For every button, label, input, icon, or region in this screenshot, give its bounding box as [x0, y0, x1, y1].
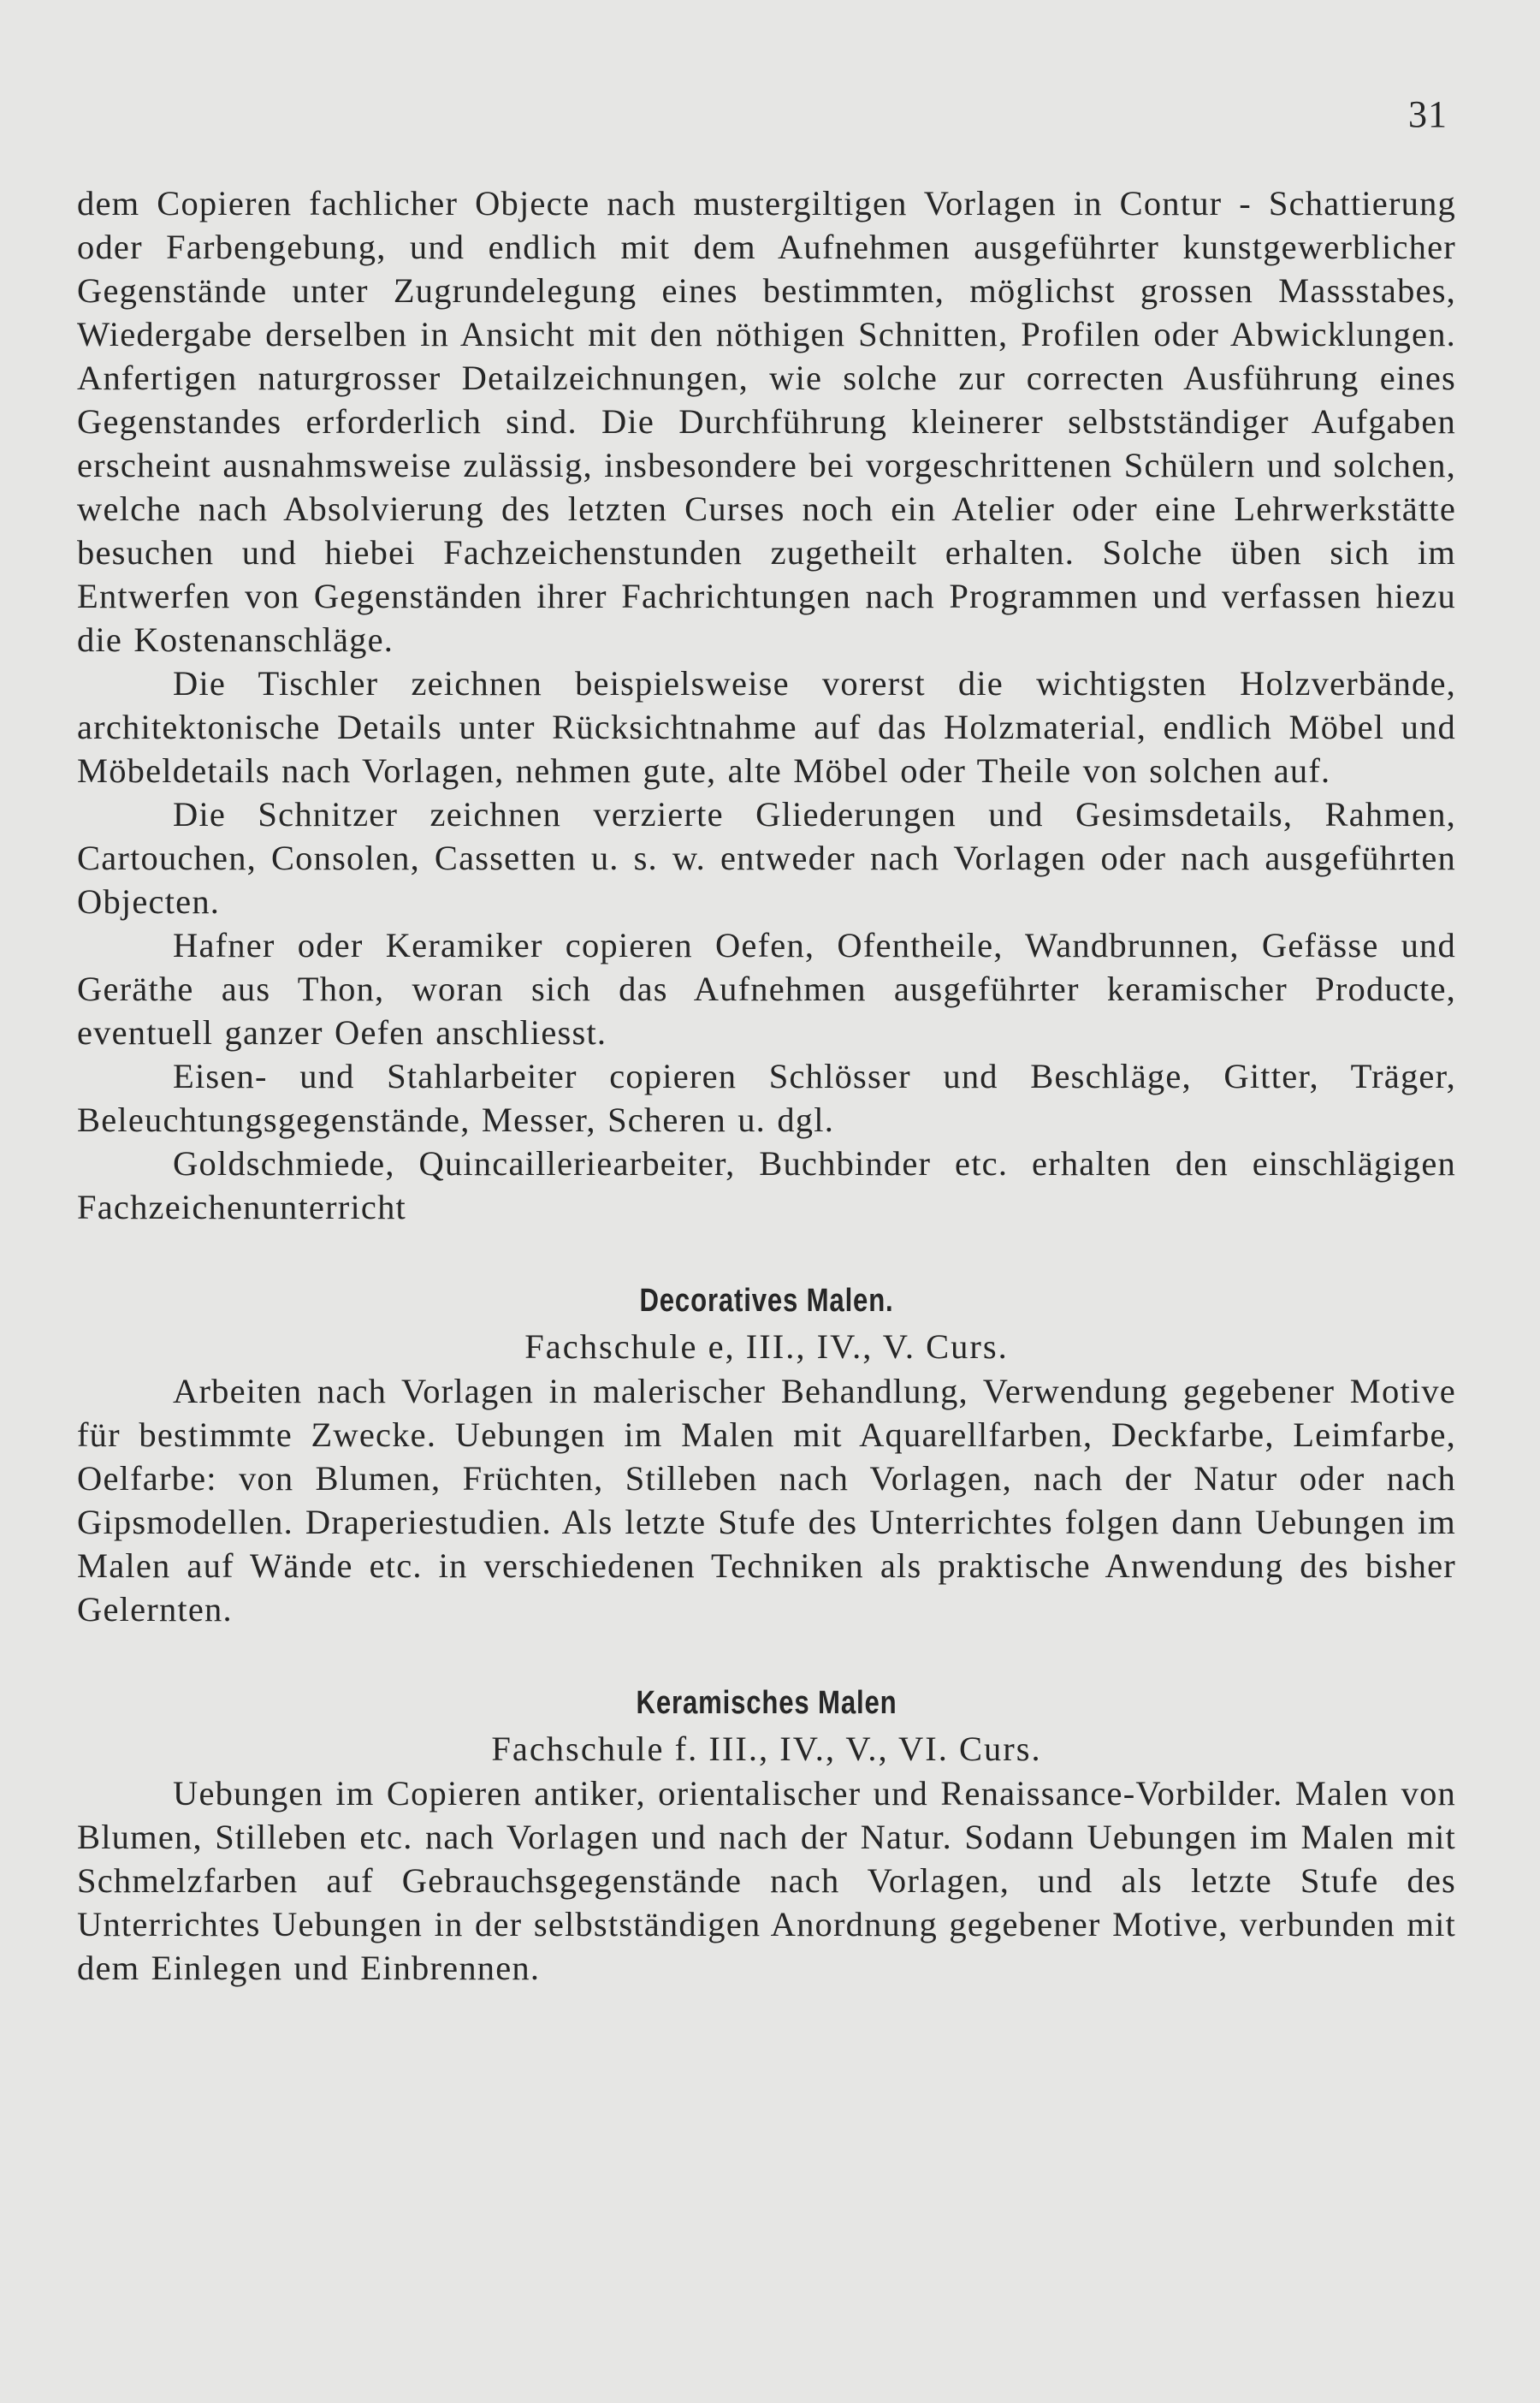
paragraph-eisen-stahl: Eisen- und Stahlarbeiter copieren Schlösser und Beschläge, Gitter, Träger, Beleuchtungsgegenstände, Messer, Scheren u. dgl. [77, 1057, 1456, 1139]
section-decoratives-malen [77, 1279, 1456, 1631]
paragraph-schnitzer: Die Schnitzer zeichnen verzierte Gliederungen und Gesimsdetails, Rahmen, Cartouchen, Consolen, Cassetten u. s. w. entweder nach Vorlagen oder nach ausgeführten Objecten. [77, 795, 1456, 921]
text-column [77, 181, 1456, 1990]
paragraph-goldschmiede: Goldschmiede, Quincailleriearbeiter, Buchbinder etc. erhalten den einschlägigen Fachzeichenunterricht [77, 1144, 1456, 1226]
section-body: Uebungen im Copieren antiker, orientalischer und Renaissance-Vorbilder. Malen von Blumen, Stilleben etc. nach Vorlagen und nach der Natur. Sodann Uebungen im Malen mit Schmelzfarben auf Gebrauchsgegenstände nach Vorlagen, und als letzte Stufe des Unterrichtes Uebungen in der selbstständigen Anordnung gegebener Motive, verbunden mit dem Einlegen und Einbrennen. [77, 1774, 1456, 1987]
section-keramisches-malen [77, 1681, 1456, 1990]
paragraph-hafner: Hafner oder Keramiker copieren Oefen, Ofentheile, Wandbrunnen, Gefässe und Geräthe aus Thon, woran sich das Aufnehmen ausgeführter keramischer Producte, eventuell ganzer Oefen anschliesst. [77, 926, 1456, 1052]
intro-paragraph: dem Copieren fachlicher Objecte nach mustergiltigen Vorlagen in Contur - Schattierung oder Farbengebung, und endlich mit dem Aufnehmen ausgeführter kunstgewerblicher Gegenstände unter Zugrundelegung eines bestimmten, möglichst grossen Massstabes, Wiedergabe derselben in Ansicht mit den nöthigen Schnitten, Profilen oder Abwicklungen. Anfertigen naturgrosser Detailzeichnungen, wie solche zur correcten Ausführung eines Gegenstandes erforderlich sind. Die Durchführung kleinerer selbstständiger Aufgaben erscheint ausnahmsweise zulässig, insbesondere bei vorgeschrittenen Schülern und solchen, welche nach Absolvierung des letzten Curses noch ein Atelier oder eine Lehrwerkstätte besuchen und hiebei Fachzeichenstunden zugetheilt erhalten. Solche üben sich im Entwerfen von Gegenständen ihrer Fachrichtungen nach Programmen und verfassen hiezu die Kostenanschläge. [77, 184, 1456, 659]
section-title: Decoratives Malen. [639, 1283, 894, 1319]
paragraph-tischler: Die Tischler zeichnen beispielsweise vorerst die wichtigsten Holzverbände, architektonische Details unter Rücksichtnahme auf das Holzmaterial, endlich Möbel und Möbeldetails nach Vorlagen, nehmen gute, alte Möbel oder Theile von solchen auf. [77, 664, 1456, 790]
section-body: Arbeiten nach Vorlagen in malerischer Behandlung, Verwendung gegebener Motive für bestimmte Zwecke. Uebungen im Malen mit Aquarellfarben, Deckfarbe, Leimfarbe, Oelfarbe: von Blumen, Früchten, Stilleben nach Vorlagen, nach der Natur oder nach Gipsmodellen. Draperiestudien. Als letzte Stufe des Unterrichtes folgen dann Uebungen im Malen auf Wände etc. in verschiedenen Techniken als praktische Anwendung des bisher Gelernten. [77, 1372, 1456, 1629]
section-subtitle: Fachschule e, III., IV., V. Curs. [524, 1327, 1009, 1366]
section-title: Keramisches Malen [636, 1685, 897, 1721]
page-number: 31 [1408, 93, 1448, 135]
section-subtitle: Fachschule f. III., IV., V., VI. Curs. [491, 1730, 1042, 1768]
